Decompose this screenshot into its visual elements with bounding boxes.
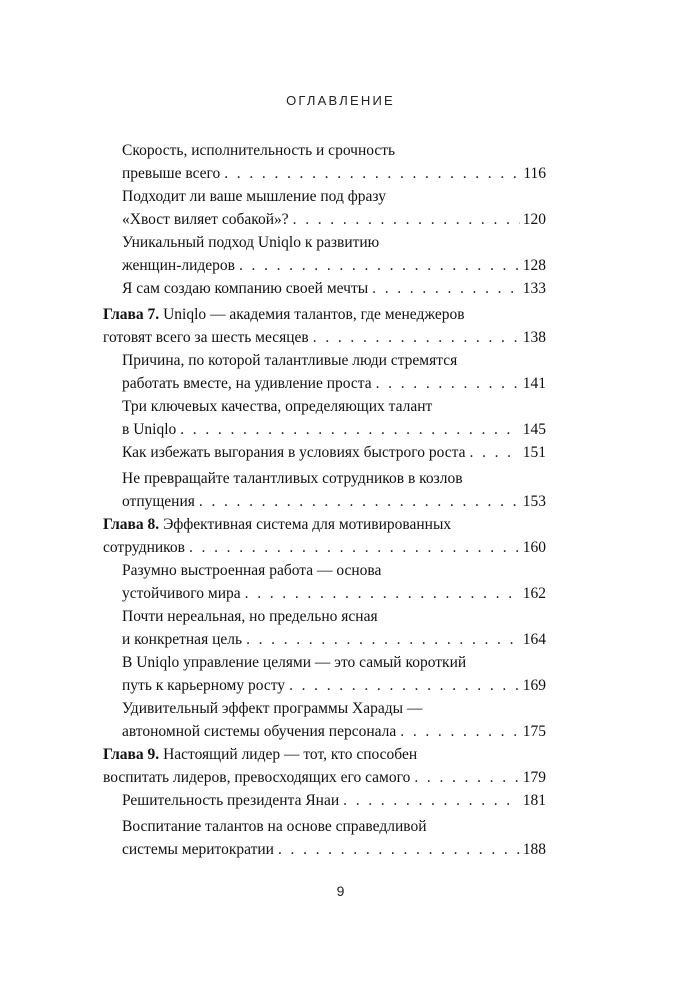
toc-page-number: 188 xyxy=(522,841,546,858)
toc-page-number: 160 xyxy=(522,539,546,556)
toc-entry-last-line xyxy=(122,162,546,185)
toc-section-entry[interactable] xyxy=(122,277,546,300)
toc-section-entry[interactable] xyxy=(122,789,546,812)
toc-entry-last-line xyxy=(122,720,546,743)
toc-chapter-entry[interactable] xyxy=(103,743,546,789)
toc-entry-title-line: путь к карьерному росту xyxy=(122,677,286,694)
toc-entry-last-line xyxy=(122,789,546,812)
toc-section-entry[interactable] xyxy=(122,605,546,651)
toc-entry-title-line: сотрудников xyxy=(103,539,185,556)
toc-section-entry[interactable] xyxy=(122,139,546,185)
dot-leader xyxy=(343,789,520,812)
toc-entry-title-line: женщин-лидеров xyxy=(122,257,235,274)
dot-leader xyxy=(372,277,520,300)
toc-entry-title-line: в Uniqlo xyxy=(122,421,177,438)
toc-entry-title-line: Не превращайте талантливых сотрудников в козлов xyxy=(122,470,463,487)
toc-entry-last-line xyxy=(122,674,546,697)
toc-page-number: 120 xyxy=(522,211,546,228)
toc-entry-last-line xyxy=(122,582,546,605)
toc-entry-title-line: В Uniqlo управление целями — это самый короткий xyxy=(122,654,467,671)
toc-entry-last-line xyxy=(103,766,546,789)
toc-section-entry[interactable] xyxy=(122,441,546,464)
toc-entry-title-line: устойчивого мира xyxy=(122,585,241,602)
toc-entry-title-line: Воспитание талантов на основе справедливой xyxy=(122,818,427,835)
toc-entry-title-line: воспитать лидеров, превосходящих его самого xyxy=(103,769,411,786)
dot-leader xyxy=(289,674,520,697)
toc-entry-title-line: Глава 7. Uniqlo — академия талантов, где менеджеров xyxy=(103,306,465,323)
page-number: 9 xyxy=(336,883,345,899)
toc-page-number: 169 xyxy=(522,677,546,694)
toc-entry-title-line: системы меритократии xyxy=(122,841,274,858)
toc-entry-last-line xyxy=(122,490,546,513)
toc-entry-title-line: и конкретная цель xyxy=(122,631,243,648)
toc-page-number: 145 xyxy=(522,421,546,438)
chapter-label: Глава 7. xyxy=(103,306,160,323)
toc-section-entry[interactable] xyxy=(122,467,546,513)
toc-entry-title-line: отпущения xyxy=(122,493,195,510)
toc-section-entry[interactable] xyxy=(122,349,546,395)
toc-entry-title-line: Глава 9. Настоящий лидер — тот, кто способен xyxy=(103,746,418,763)
toc-page-number: 162 xyxy=(522,585,546,602)
toc-entry-title-line: готовят всего за шесть месяцев xyxy=(103,329,309,346)
toc-entry-title-line: Я сам создаю компанию своей мечты xyxy=(122,280,369,297)
dot-leader xyxy=(224,162,520,185)
toc-entry-last-line xyxy=(122,208,546,231)
dot-leader xyxy=(239,254,520,277)
dot-leader xyxy=(245,582,520,605)
toc-entry-title-line: Уникальный подход Uniqlo к развитию xyxy=(122,234,380,251)
toc-page-number: 151 xyxy=(522,444,546,461)
toc-page-number: 175 xyxy=(522,723,546,740)
toc-entry-last-line xyxy=(122,441,546,464)
dot-leader xyxy=(470,441,520,464)
toc-entry-last-line xyxy=(122,628,546,651)
toc-chapter-entry[interactable] xyxy=(103,303,546,349)
dot-leader xyxy=(376,372,520,395)
page-header: ОГЛАВЛЕНИЕ xyxy=(286,93,395,108)
toc-section-entry[interactable] xyxy=(122,697,546,743)
toc-entry-last-line xyxy=(122,372,546,395)
toc-entry-title-line: Как избежать выгорания в условиях быстрого роста xyxy=(122,444,466,461)
toc-entry-title-line: Скорость, исполнительность и срочность xyxy=(122,142,396,159)
toc-page-number: 133 xyxy=(522,280,546,297)
chapter-label: Глава 9. xyxy=(103,746,160,763)
toc-entry-title-line: Решительность президента Янаи xyxy=(122,792,340,809)
toc-entry-title-line: Разумно выстроенная работа — основа xyxy=(122,562,382,579)
toc-page-number: 141 xyxy=(522,375,546,392)
toc-page-number: 138 xyxy=(522,329,546,346)
toc-entry-last-line xyxy=(103,326,546,349)
toc-entry-last-line xyxy=(103,536,546,559)
toc-entry-title-line: Подходит ли ваше мышление под фразу xyxy=(122,188,386,205)
toc-section-entry[interactable] xyxy=(122,651,546,697)
toc-entry-last-line xyxy=(122,418,546,441)
dot-leader xyxy=(278,838,520,861)
toc-section-entry[interactable] xyxy=(122,185,546,231)
toc-entry-title-line: автономной системы обучения персонала xyxy=(122,723,397,740)
toc-section-entry[interactable] xyxy=(122,395,546,441)
toc-section-entry[interactable] xyxy=(122,815,546,861)
toc-entry-last-line xyxy=(122,254,546,277)
toc-entry-title-line: Почти нереальная, но предельно ясная xyxy=(122,608,378,625)
dot-leader xyxy=(313,326,520,349)
chapter-label: Глава 8. xyxy=(103,516,160,533)
toc-page-number: 128 xyxy=(522,257,546,274)
toc-entry-title-line: Три ключевых качества, определяющих талант xyxy=(122,398,433,415)
toc-page-number: 179 xyxy=(522,769,546,786)
toc-entry-title-line: работать вместе, на удивление проста xyxy=(122,375,372,392)
toc-section-entry[interactable] xyxy=(122,559,546,605)
dot-leader xyxy=(293,208,520,231)
toc-page-number: 181 xyxy=(522,792,546,809)
toc-entry-last-line xyxy=(122,838,546,861)
dot-leader xyxy=(414,766,519,789)
dot-leader xyxy=(180,418,520,441)
toc-entry-title-line: Глава 8. Эффективная система для мотивированных xyxy=(103,516,452,533)
dot-leader xyxy=(189,536,520,559)
dot-leader xyxy=(400,720,519,743)
toc-entry-title-line: превыше всего xyxy=(122,165,221,182)
toc-section-entry[interactable] xyxy=(122,231,546,277)
toc-page-number: 153 xyxy=(522,493,546,510)
toc-chapter-entry[interactable] xyxy=(103,513,546,559)
toc-page-number: 164 xyxy=(522,631,546,648)
dot-leader xyxy=(246,628,520,651)
toc-entry-title-line: «Хвост виляет собакой»? xyxy=(122,211,289,228)
toc-entry-title-line: Причина, по которой талантливые люди стремятся xyxy=(122,352,458,369)
dot-leader xyxy=(199,490,520,513)
toc-page-number: 116 xyxy=(523,165,546,182)
toc-entry-title-line: Удивительный эффект программы Харады — xyxy=(122,700,423,717)
toc-entry-last-line xyxy=(122,277,546,300)
